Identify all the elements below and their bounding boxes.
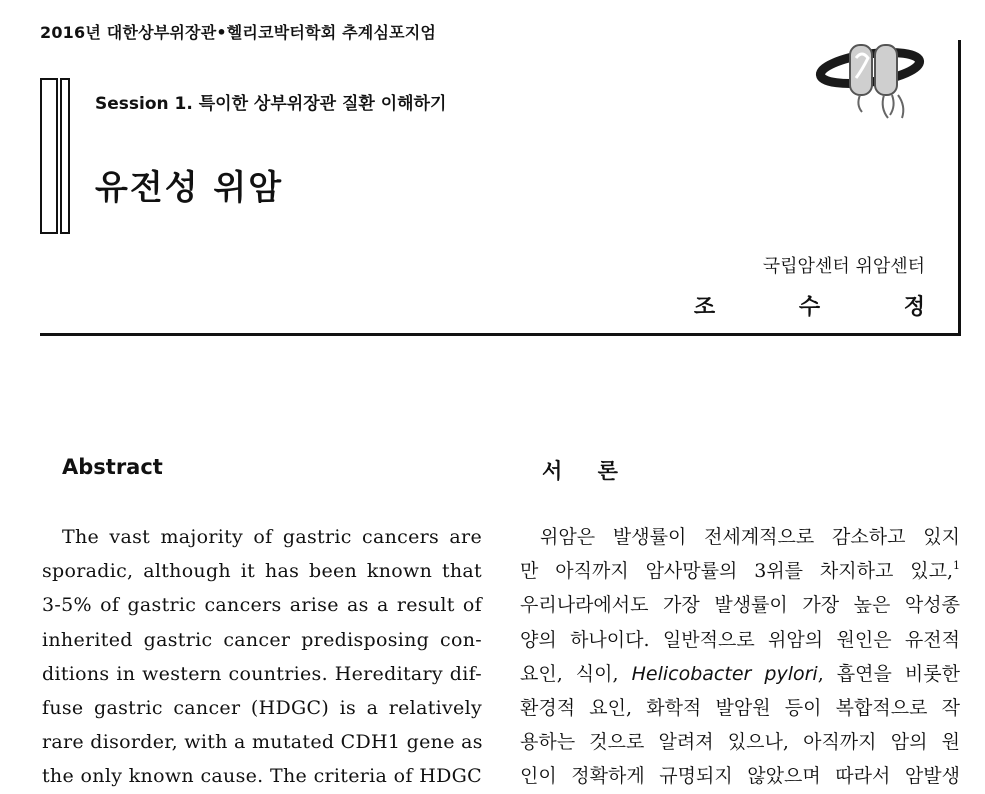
intro-line [520, 657, 960, 691]
intro-line-text: 만 아직까지 암사망률의 3위를 차지하고 있고, [520, 560, 953, 583]
author-name: 조 수 정 [693, 295, 963, 320]
intro-line [520, 554, 960, 588]
abstract-line: 3-5% of gastric cancers arise as a result of [42, 594, 482, 617]
affiliation: 국립암센터 위암센터 [762, 256, 925, 277]
citation-superscript: 1 [953, 559, 960, 573]
decorative-bar-narrow [60, 78, 70, 234]
symposium-header: 2016년 대한상부위장관•헬리코박터학회 추계심포지엄 [40, 23, 437, 42]
intro-line: 용하는 것으로 알려져 있으나, 아직까지 암의 원 [520, 731, 960, 754]
intro-line: 위암은 발생률이 전세계적으로 감소하고 있지 [540, 526, 960, 548]
intro-line: 환경적 요인, 화학적 발암원 등이 복합적으로 작 [520, 696, 960, 719]
abstract-body [42, 520, 482, 794]
intro-line: 우리나라에서도 가장 발생률이 가장 높은 악성종 [520, 594, 960, 617]
intro-line: 인이 정확하게 규명되지 않았으며 따라서 암발생 [520, 765, 960, 788]
abstract-line: sporadic, although it has been known that [42, 560, 482, 583]
abstract-line: the only known cause. The criteria of HDGC [42, 765, 482, 788]
intro-line-text: 요인, 식이, [520, 662, 632, 685]
society-logo-icon [810, 40, 935, 125]
italic-species-name: Helicobacter pylori [631, 662, 818, 685]
abstract-line: The vast majority of gastric cancers are [62, 526, 482, 548]
abstract-line: ditions in western countries. Hereditary dif- [42, 662, 482, 685]
abstract-line: inherited gastric cancer predisposing con- [42, 628, 482, 651]
abstract-heading: Abstract [62, 455, 163, 479]
session-title: Session 1. 특이한 상부위장관 질환 이해하기 [95, 94, 447, 114]
intro-line: 양의 하나이다. 일반적으로 위암의 원인은 유전적 [520, 628, 960, 651]
abstract-line: fuse gastric cancer (HDGC) is a relatively [42, 696, 482, 719]
header-divider [40, 333, 961, 336]
page-title: 유전성 위암 [95, 168, 284, 208]
abstract-line: rare disorder, with a mutated CDH1 gene as [42, 731, 483, 754]
left-bars-decoration [40, 78, 72, 236]
decorative-bar-wide [40, 78, 58, 234]
intro-line-tail: , 흡연을 비롯한 [817, 662, 960, 685]
intro-heading: 서 론 [542, 459, 632, 483]
intro-body [520, 520, 960, 794]
